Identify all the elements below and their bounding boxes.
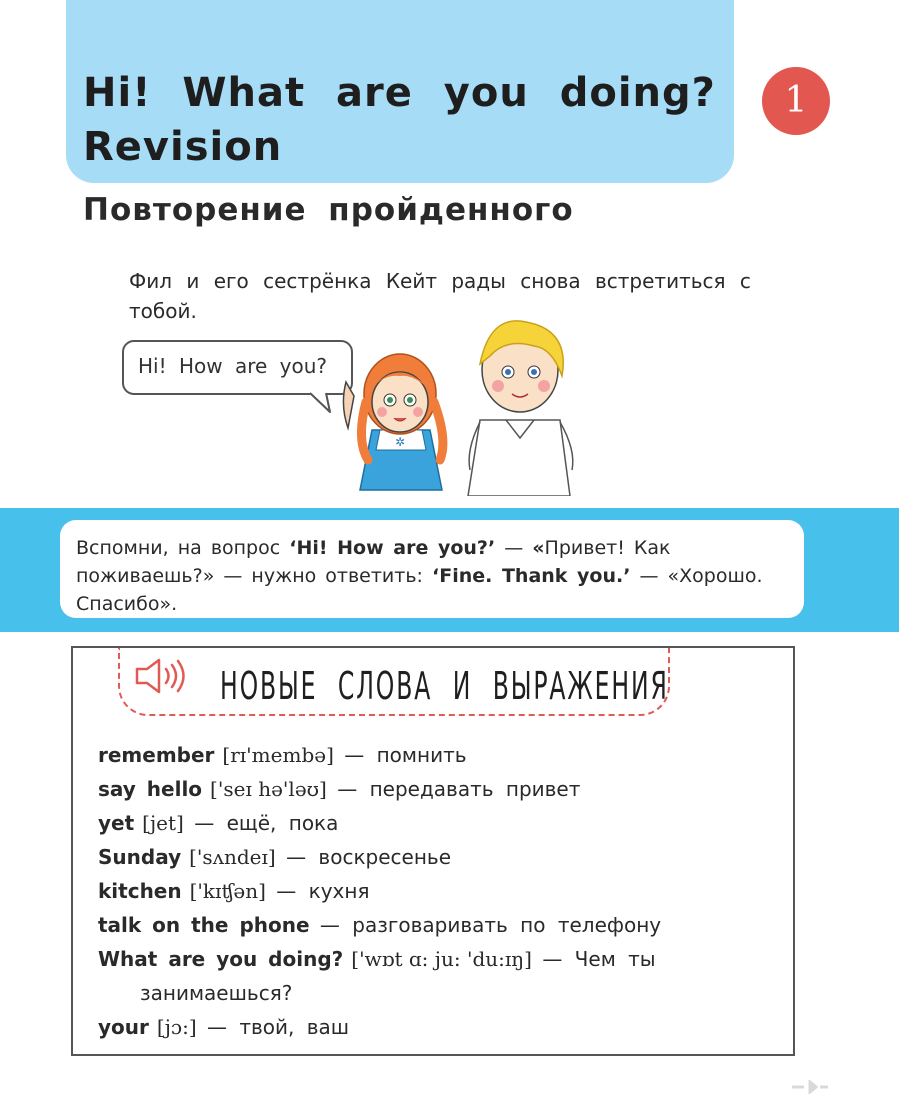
speech-bubble (122, 340, 353, 395)
note-text-part: — «Хорошо. Спасибо». (76, 565, 763, 615)
vocab-transcription: [rɪ'membə] (222, 743, 334, 767)
vocab-transcription: ['seɪ hə'ləʊ] (210, 777, 327, 801)
vocab-transcription: ['kɪʧən] (189, 879, 266, 903)
page-title: Hi! What are you doing? Revision (83, 70, 716, 170)
vocab-transcription: [jɔ:] (156, 1015, 197, 1039)
vocab-word: your (98, 1015, 149, 1039)
vocabulary-heading: НОВЫЕ СЛОВА И ВЫРАЖЕНИЯ (220, 664, 669, 708)
vocabulary-item (98, 772, 778, 806)
vocabulary-item (98, 942, 778, 1010)
vocab-transcription: [jet] (142, 811, 184, 835)
vocab-word: yet (98, 811, 135, 835)
svg-text:✲: ✲ (394, 435, 406, 449)
vocab-translation: — передавать привет (337, 777, 581, 801)
speaker-audio-icon[interactable] (133, 656, 189, 696)
note-text-part: — (495, 537, 533, 559)
lesson-number-badge: 1 (762, 67, 830, 135)
vocabulary-item (98, 908, 778, 942)
vocab-translation: — кухня (276, 879, 370, 903)
vocab-word: say hello (98, 777, 203, 801)
vocab-word: Sunday (98, 845, 182, 869)
note-question: ‘Hi! How are you?’ (289, 537, 496, 559)
note-answer: ‘Fine. Thank you.’ (432, 565, 631, 587)
vocab-word: remember (98, 743, 215, 767)
intro-text: Фил и его сестрёнка Кейт рады снова встретиться с тобой. (129, 269, 751, 323)
vocab-translation: — помнить (344, 743, 467, 767)
note-quote-mark: « (532, 537, 545, 559)
section-subtitle: Повторение пройденного (83, 192, 574, 228)
vocab-translation: — разговаривать по телефону (319, 913, 662, 937)
vocab-word: What are you doing? (98, 947, 344, 971)
reminder-note (60, 520, 804, 618)
vocabulary-item (98, 738, 778, 772)
vocabulary-item (98, 806, 778, 840)
page-corner-mark-icon (790, 1080, 830, 1094)
speech-bubble-text: Hi! How are you? (138, 354, 328, 378)
note-text-part: Вспомни, на вопрос (76, 537, 290, 559)
vocab-translation: — воскресенье (286, 845, 452, 869)
girl-figure (343, 354, 442, 490)
vocab-word: talk on the phone (98, 913, 310, 937)
vocab-transcription: ['wɒt ɑ: ju: 'du:ɪŋ] (351, 947, 532, 971)
vocab-transcription: ['sʌndeɪ] (189, 845, 276, 869)
vocabulary-item (98, 874, 778, 908)
vocabulary-item (98, 1010, 778, 1044)
vocab-translation-continued: занимаешься? (140, 981, 293, 1005)
vocabulary-list (98, 738, 778, 1044)
reminder-text (76, 534, 790, 618)
vocab-translation: — твой, ваш (207, 1015, 350, 1039)
boy-figure (468, 321, 573, 496)
vocab-translation: — Чем ты (542, 947, 656, 971)
children-illustration (330, 310, 590, 496)
vocab-word: kitchen (98, 879, 182, 903)
vocab-translation: — ещё, пока (194, 811, 339, 835)
note-text-part: Привет! Как поживаешь?» — нужно ответить: (76, 537, 671, 587)
vocabulary-item (98, 840, 778, 874)
